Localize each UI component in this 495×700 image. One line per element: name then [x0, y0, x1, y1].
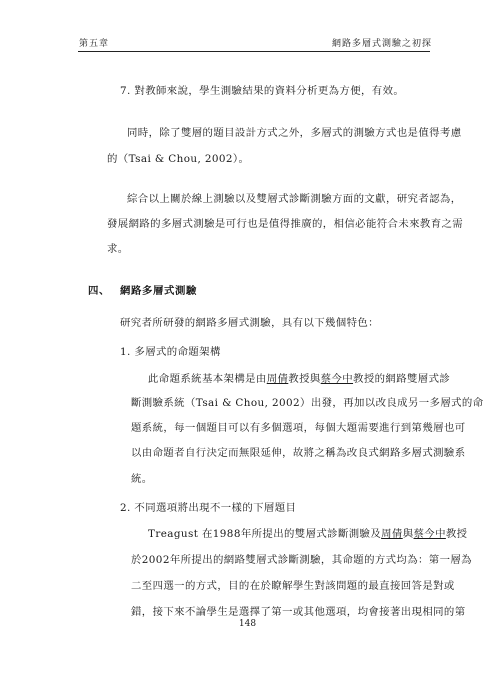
author-name: 蔡今中	[413, 528, 446, 540]
author-name: 蔡今中	[320, 373, 354, 385]
paragraph-line: 發展網路的多層式測驗是可行也是值得推廣的，相信必能符合未來教育之需	[107, 218, 464, 230]
paragraph-line: 求。	[107, 243, 129, 255]
text-run: 教授與	[288, 373, 321, 385]
author-name: 周倩	[381, 528, 403, 540]
running-header-title: 網路多層式測驗之初探	[331, 39, 432, 49]
paragraph-line: 統。	[131, 473, 153, 485]
paragraph-line: 於2002年所提出的網路雙層式診斷測驗，其命題的方式均為：第一層為	[131, 554, 472, 566]
section-intro: 研究者所研發的網路多層式測驗，具有以下幾個特色：	[120, 317, 379, 329]
text-run: 教授	[445, 528, 468, 540]
paragraph-line: 以由命題者自行決定而無限延伸，故將之稱為改良式網路多層式測驗系	[131, 447, 466, 459]
paragraph-line	[148, 370, 450, 385]
section-number: 四、	[88, 285, 110, 297]
point-2-title: 2. 不同選項將出現不一樣的下層題目	[120, 502, 297, 514]
paragraph-line: 綜合以上關於線上測驗以及雙層式診斷測驗方面的文獻，研究者認為，	[127, 193, 462, 205]
paragraph-line: 二至四選一的方式，目的在於瞭解學生對該問題的最直接回答是對或	[131, 580, 455, 592]
point-1-title: 1. 多層式的命題架構	[120, 346, 221, 358]
page-number: 148	[238, 619, 257, 629]
paragraph-line: 的（Tsai & Chou, 2002）。	[107, 153, 250, 165]
paragraph-line: 斷測驗系統（Tsai & Chou, 2002）出發，再加以改良成另一多層式的命	[131, 397, 484, 409]
running-header-chapter: 第五章	[79, 39, 110, 49]
section-title: 網路多層式測驗	[120, 285, 197, 297]
author-name: 周倩	[266, 373, 289, 385]
text-run: Treagust 在1988年所提出的雙層式診斷測驗及	[148, 528, 382, 540]
text-run: 與	[402, 528, 414, 540]
list-item-7: 7. 對教師來說，學生測驗結果的資料分析更為方便，有效。	[120, 85, 405, 97]
paragraph-line: 題系統，每一個題目可以有多個選項，每個大題需要進行到第幾層也可	[131, 422, 466, 434]
text-run: 此命題系統基本架構是由	[148, 373, 267, 385]
header-rule	[78, 51, 430, 52]
paragraph-line	[148, 525, 467, 540]
text-run: 教授的網路雙層式診	[353, 373, 451, 385]
paragraph-line: 同時，除了雙層的題目設計方式之外，多層式的測驗方式也是值得考慮	[127, 127, 462, 139]
paragraph-line: 錯，接下來不論學生是選擇了第一或其他選項，均會接著出現相同的第	[131, 606, 466, 618]
